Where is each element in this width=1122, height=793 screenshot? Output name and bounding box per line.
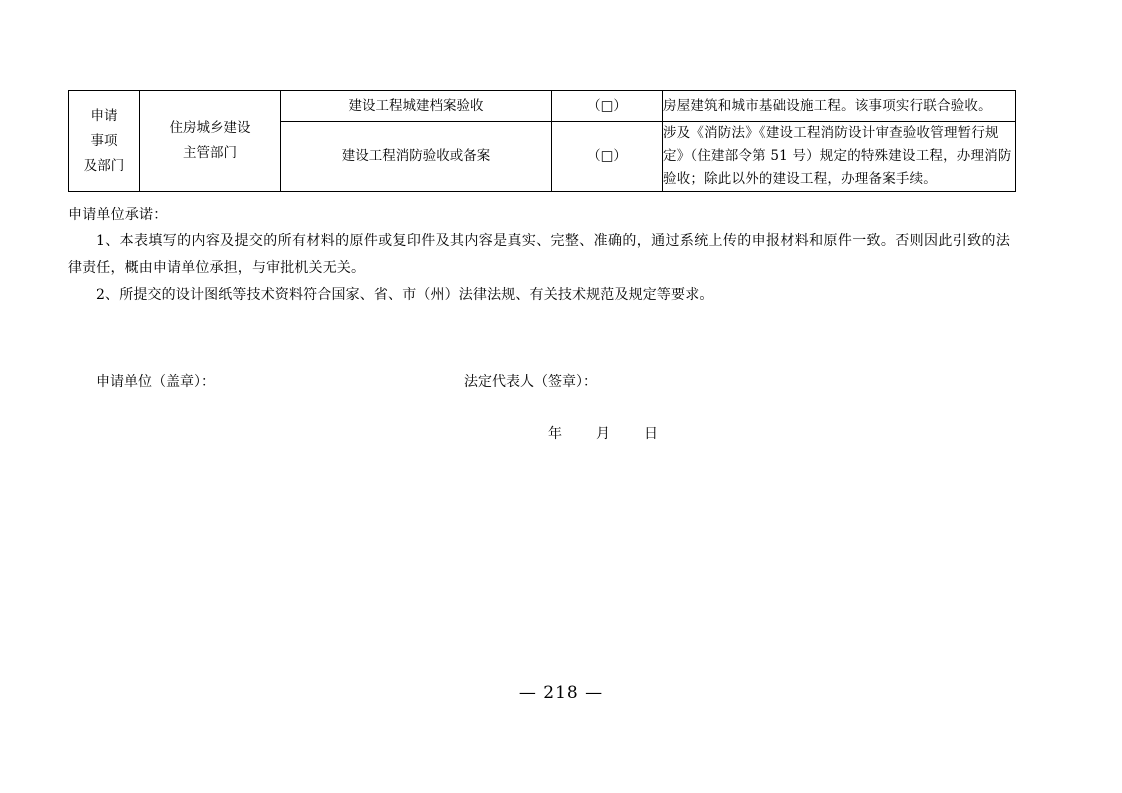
applicant-seal-label: 申请单位（盖章）： [96,374,215,390]
row-label-line-2: 事项 [90,132,118,149]
item-name-fire: 建设工程消防验收或备案 [281,122,552,192]
table-row [69,91,1016,122]
note-archive: 房屋建筑和城市基础设施工程。该事项实行联合验收。 [663,91,1016,122]
item-name-archive: 建设工程城建档案验收 [281,91,552,122]
row-label-cell [69,91,140,192]
checkbox-fire[interactable]: （□） [552,122,663,192]
legal-representative-label: 法定代表人（签章）： [464,374,597,390]
promise-title: 申请单位承诺： [68,207,168,223]
application-table [68,90,1016,192]
note-fire: 涉及《消防法》《建设工程消防设计审查验收管理暂行规定》（住建部令第 51 号）规定的特殊建设工程，办理消防验收；除此以外的建设工程，办理备案手续。 [663,122,1016,192]
row-label-line-1: 申请 [90,107,118,124]
row-label-line-3: 及部门 [83,157,125,174]
department-line-1: 住房城乡建设 [169,120,251,136]
promise-item-1: 1、本表填写的内容及提交的所有材料的原件或复印件及其内容是真实、完整、准确的，通过系统上传的申报材料和原件一致。否则因此引致的法律责任，概由申请单位承担，与审批机关无关。 [68,233,1010,276]
date-label: 年 月 日 [548,426,668,442]
department-line-2: 主管部门 [183,145,237,161]
checkbox-archive[interactable]: （□） [552,91,663,122]
signature-row [68,371,1010,401]
promise-item-2: 2、所提交的设计图纸等技术资料符合国家、省、市（州）法律法规、有关技术规范及规定等要求。 [96,287,714,303]
date-row [68,423,1010,449]
department-cell [140,91,281,192]
form-sheet [68,90,1010,449]
page-number: — 218 — [518,683,604,703]
